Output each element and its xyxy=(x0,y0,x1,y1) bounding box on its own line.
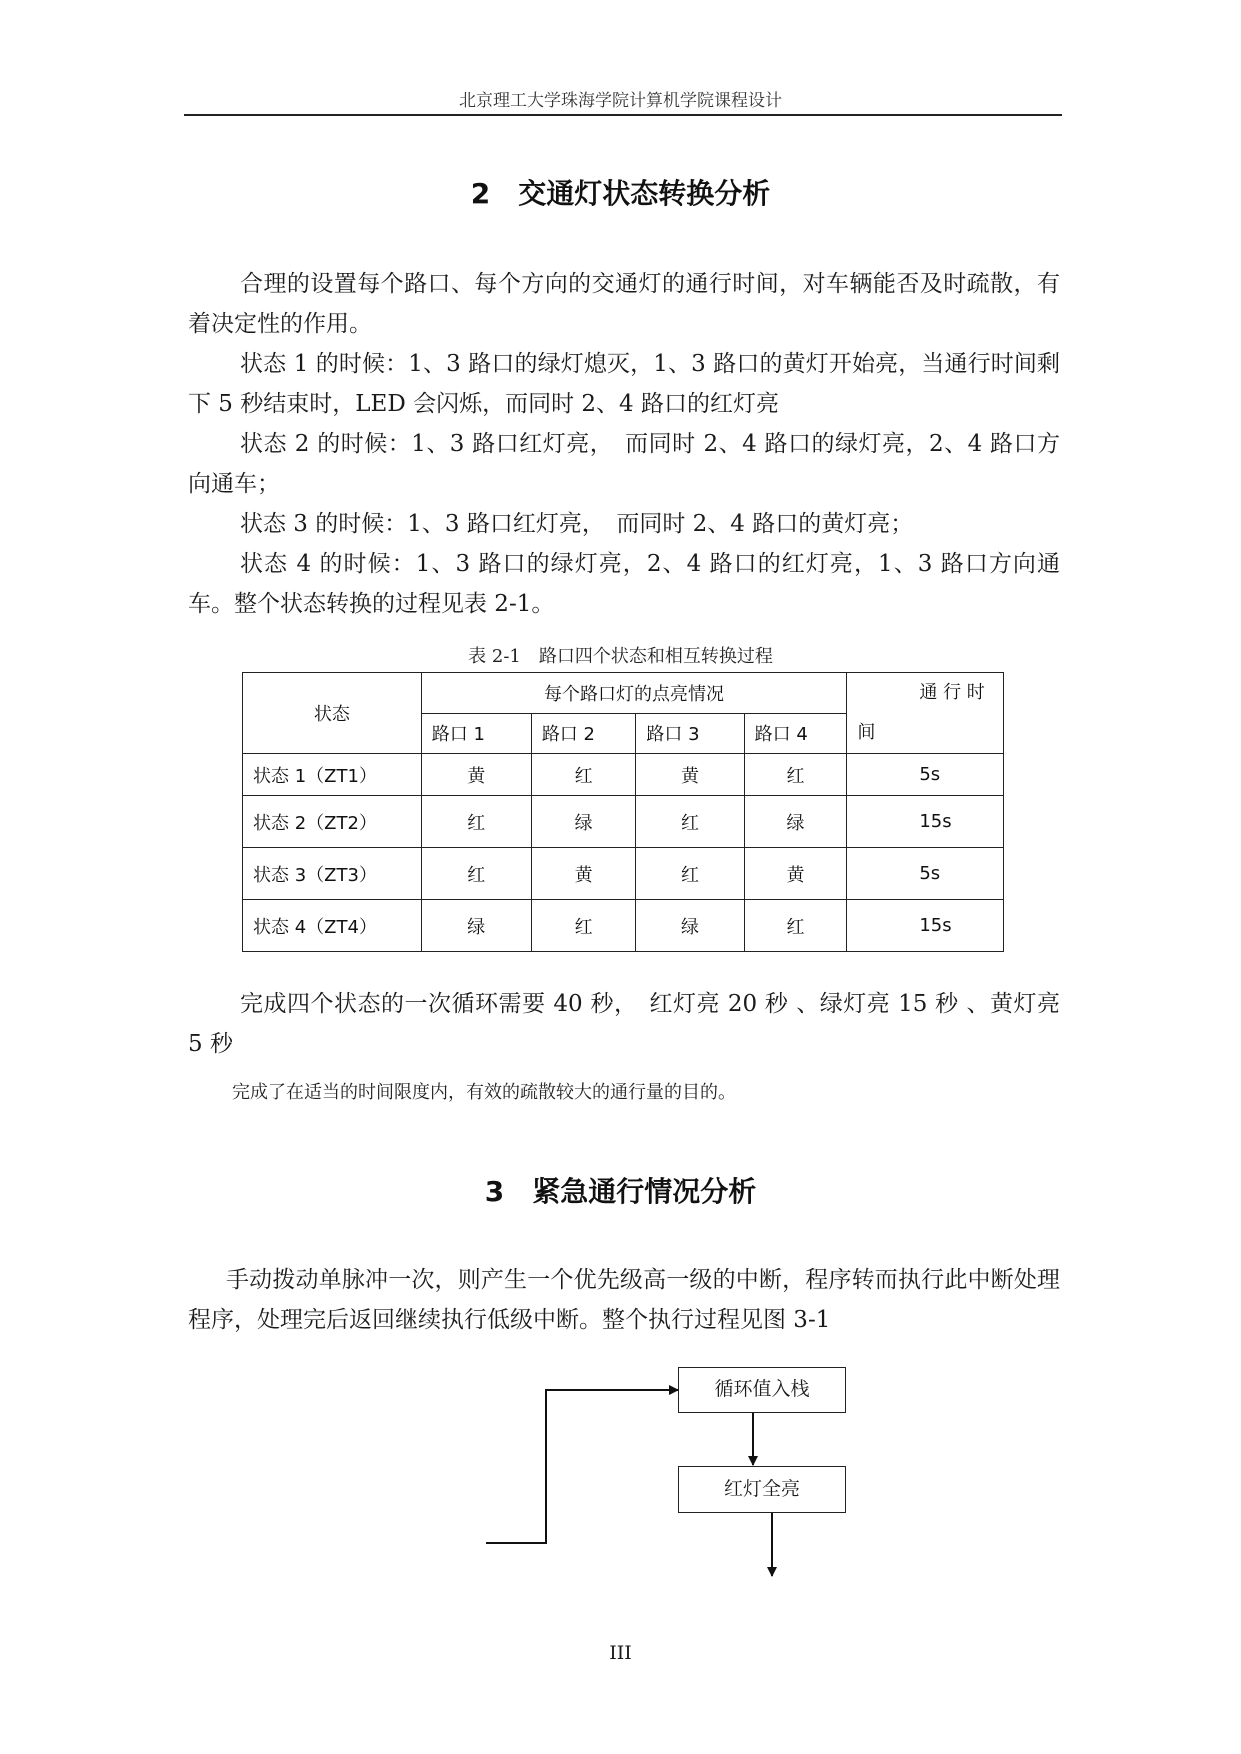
row-2-light-4: 绿 xyxy=(744,796,847,848)
group-header: 每个路口灯的点亮情况 xyxy=(421,673,847,714)
row-2-light-3: 红 xyxy=(636,796,744,848)
row-1-light-2: 红 xyxy=(531,754,636,796)
row-1-time: 5s xyxy=(847,754,1004,796)
s2-after-paragraph: 完成四个状态的一次循环需要 40 秒， 红灯亮 20 秒 、绿灯亮 15 秒 、黄灯亮 5 秒 xyxy=(188,991,1060,1057)
row-1-state: 状态 1（ZT1） xyxy=(243,754,422,796)
s2-paragraph-2: 状态 1 的时候：1、3 路口的绿灯熄灭，1、3 路口的黄灯开始亮，当通行时间剩下 5 秒结束时，LED 会闪烁，而同时 2、4 路口的红灯亮 xyxy=(188,351,1060,417)
page-number: III xyxy=(609,1642,632,1664)
row-4-light-1: 绿 xyxy=(421,900,531,952)
row-1-light-4: 红 xyxy=(744,754,847,796)
state-header: 状态 xyxy=(243,673,422,754)
row-1-light-1: 黄 xyxy=(421,754,531,796)
row-3-light-1: 红 xyxy=(421,848,531,900)
s3-paragraph: 手动拨动单脉冲一次，则产生一个优先级高一级的中断，程序转而执行此中断处理程序，处理完后返回继续执行低级中断。整个执行过程见图 3-1 xyxy=(188,1267,1060,1333)
row-3-light-4: 黄 xyxy=(744,848,847,900)
flow-box-push-loop: 循环值入栈 xyxy=(678,1367,846,1413)
row-3-light-3: 红 xyxy=(636,848,744,900)
time-header-top: 通 行 时 xyxy=(919,682,985,703)
col-header-4: 路口 4 xyxy=(744,713,847,754)
table-caption: 表 2-1 路口四个状态和相互转换过程 xyxy=(468,646,773,667)
row-3-time: 5s xyxy=(847,848,1004,900)
section-3-title: 3 紧急通行情况分析 xyxy=(484,1175,757,1208)
row-3-light-2: 黄 xyxy=(531,848,636,900)
s2-paragraph-3: 状态 2 的时候：1、3 路口红灯亮， 而同时 2、4 路口的绿灯亮，2、4 路口方向通车； xyxy=(188,431,1060,497)
row-2-time: 15s xyxy=(847,796,1004,848)
row-2-light-1: 红 xyxy=(421,796,531,848)
loop-back-arrow xyxy=(486,1390,678,1543)
time-header-bottom: 间 xyxy=(857,722,876,743)
row-3-state: 状态 3（ZT3） xyxy=(243,848,422,900)
row-4-state: 状态 4（ZT4） xyxy=(243,900,422,952)
col-header-1: 路口 1 xyxy=(421,713,531,754)
section-2-title: 2 交通灯状态转换分析 xyxy=(470,177,771,210)
col-header-3: 路口 3 xyxy=(636,713,744,754)
row-4-time: 15s xyxy=(847,900,1004,952)
row-4-light-2: 红 xyxy=(531,900,636,952)
s2-small-line: 完成了在适当的时间限度内，有效的疏散较大的通行量的目的。 xyxy=(232,1082,736,1103)
row-1-light-3: 黄 xyxy=(636,754,744,796)
row-4-light-4: 红 xyxy=(744,900,847,952)
page-header: 北京理工大学珠海学院计算机学院课程设计 xyxy=(459,91,782,111)
s2-paragraph-4: 状态 3 的时候：1、3 路口红灯亮， 而同时 2、4 路口的黄灯亮； xyxy=(240,511,914,537)
row-2-state: 状态 2（ZT2） xyxy=(243,796,422,848)
s2-paragraph-1: 合理的设置每个路口、每个方向的交通灯的通行时间，对车辆能否及时疏散，有着决定性的作用。 xyxy=(188,271,1060,337)
s2-paragraph-5: 状态 4 的时候：1、3 路口的绿灯亮，2、4 路口的红灯亮，1、3 路口方向通车。整个状态转换的过程见表 2-1。 xyxy=(188,551,1060,617)
row-4-light-3: 绿 xyxy=(636,900,744,952)
row-2-light-2: 绿 xyxy=(531,796,636,848)
col-header-2: 路口 2 xyxy=(531,713,636,754)
flow-box-red-all-on: 红灯全亮 xyxy=(678,1466,846,1513)
